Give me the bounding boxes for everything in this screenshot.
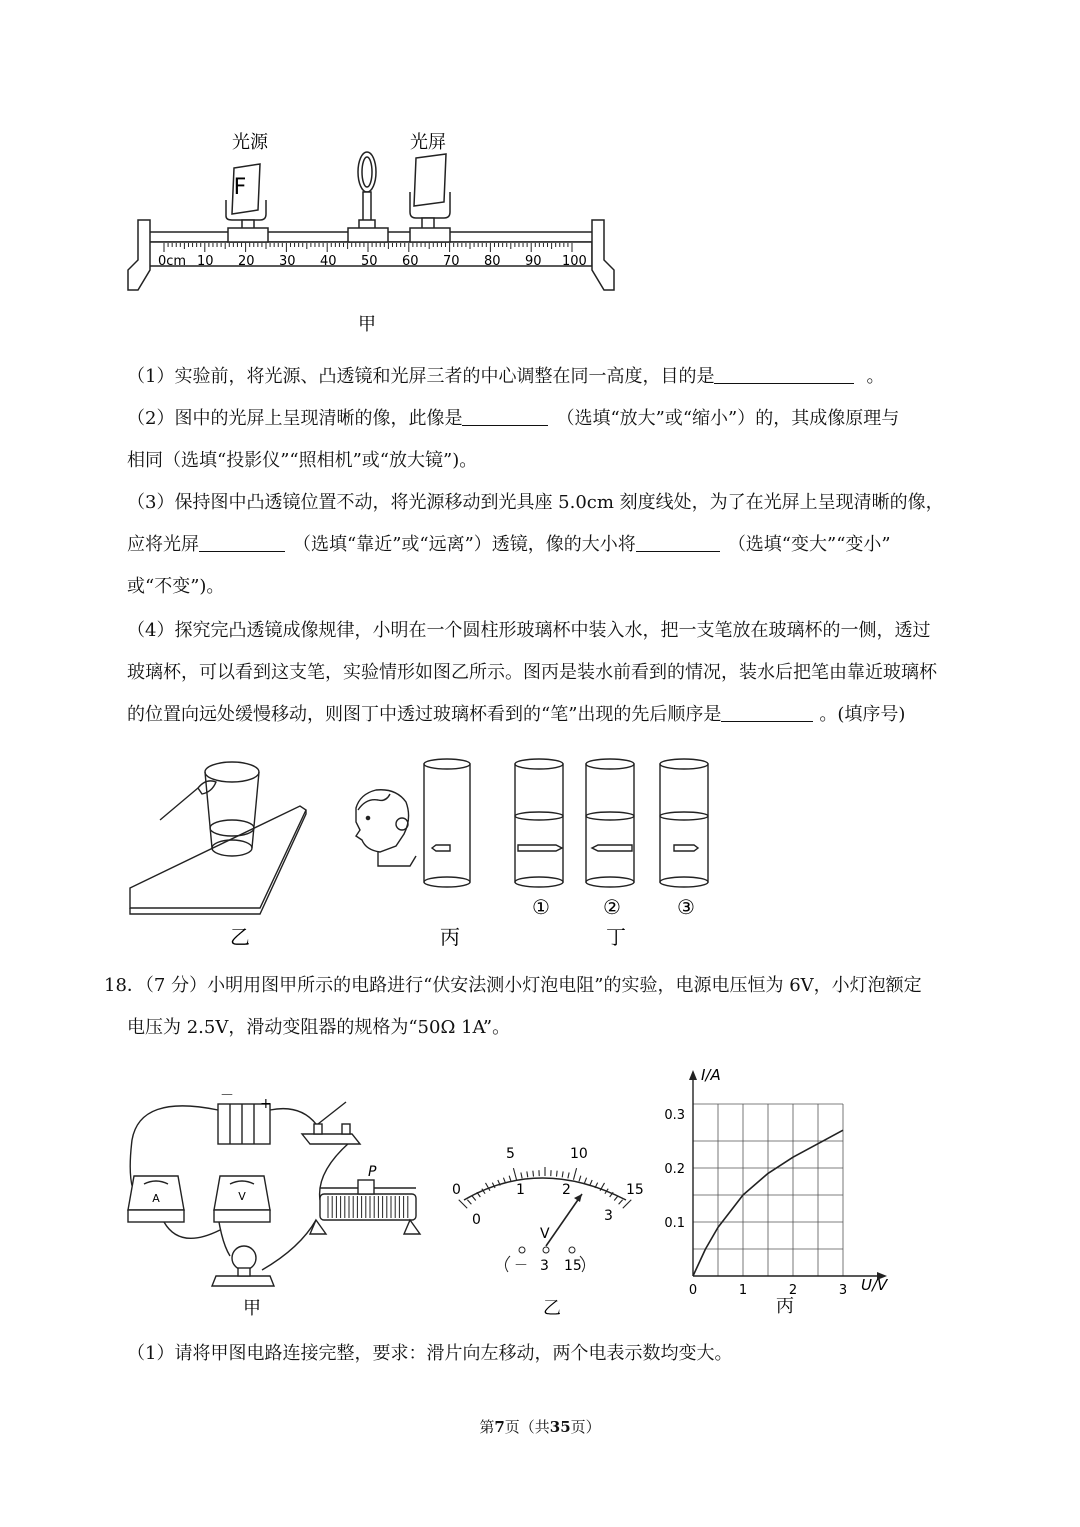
y-tick-label: 0.3 xyxy=(664,1108,685,1123)
dial-ticks xyxy=(459,1167,632,1208)
inner-scale-2: 2 xyxy=(562,1182,571,1198)
outer-scale-15: 15 xyxy=(626,1182,644,1198)
dial-tick xyxy=(573,1168,576,1180)
chart-axes xyxy=(689,1070,887,1280)
scale-label-80: 80 xyxy=(484,254,501,269)
dial-tick xyxy=(623,1200,631,1208)
chart-caption: 丙 xyxy=(776,1296,794,1317)
scale-label-90: 90 xyxy=(525,254,542,269)
dial-tick xyxy=(533,1171,534,1177)
answer-blank-4[interactable] xyxy=(636,535,720,552)
scale-label-60: 60 xyxy=(402,254,419,269)
glass-ding-3 xyxy=(660,759,708,887)
terminal-15-dot xyxy=(569,1247,575,1253)
scale-label-70: 70 xyxy=(443,254,460,269)
answer-blank-3[interactable] xyxy=(199,535,285,552)
switch[interactable] xyxy=(302,1102,360,1144)
dial-needle xyxy=(546,1194,582,1246)
dial-tick xyxy=(527,1171,528,1177)
voltmeter-dial-figure xyxy=(440,1136,650,1322)
scale-label-10: 10 xyxy=(197,254,214,269)
dial-tick xyxy=(614,1196,618,1201)
scale-label-40: 40 xyxy=(320,254,337,269)
scale-label-30: 30 xyxy=(279,254,296,269)
terminal-3-dot xyxy=(543,1247,549,1253)
battery-plus: + xyxy=(260,1096,272,1112)
outer-scale-10: 10 xyxy=(570,1146,588,1162)
q17-part2-line2: 相同（选填“投影仪”“照相机”或“放大镜”)。 xyxy=(127,450,478,471)
scene-yi xyxy=(130,762,416,914)
terminal-minus: － xyxy=(514,1258,528,1274)
bulb xyxy=(212,1246,274,1286)
page-number: 7 xyxy=(494,1418,505,1436)
caption-bing: 丙 xyxy=(440,925,460,949)
answer-blank-5[interactable] xyxy=(721,705,813,722)
y-tick-label: 0.2 xyxy=(664,1162,685,1177)
dial-tick xyxy=(556,1171,557,1177)
q17-part1: （1）实验前，将光源、凸透镜和光屏三者的中心调整在同一高度，目的是 。 xyxy=(127,366,885,387)
voltmeter-label: V xyxy=(238,1190,246,1203)
chart-tick-labels xyxy=(664,1108,847,1298)
dial-tick xyxy=(509,1176,511,1182)
bench-caption: 甲 xyxy=(358,314,376,335)
dial-tick xyxy=(584,1178,586,1184)
inner-scale-1: 1 xyxy=(516,1182,525,1198)
scale-label-0: 0cm xyxy=(158,254,187,269)
glass-ding-2 xyxy=(586,759,634,887)
dial-tick xyxy=(467,1200,471,1204)
terminal-3: 3 xyxy=(540,1258,549,1274)
circuit-caption: 甲 xyxy=(243,1298,261,1319)
dial-tick xyxy=(619,1200,623,1204)
page-total: 35 xyxy=(549,1418,571,1436)
scale-label-50: 50 xyxy=(361,254,378,269)
option-3-label: ③ xyxy=(677,895,695,919)
inner-scale-0: 0 xyxy=(472,1212,481,1228)
x-tick-label: 0 xyxy=(688,1283,698,1298)
dial-tick xyxy=(459,1200,467,1208)
iu-graph xyxy=(655,1062,905,1322)
caption-yi: 乙 xyxy=(230,925,250,949)
inner-scale-3: 3 xyxy=(604,1208,613,1224)
optical-bench-figure xyxy=(120,120,620,350)
ammeter-label: A xyxy=(152,1192,160,1205)
answer-blank-2[interactable] xyxy=(462,409,548,426)
q17-part3-line3: 或“不变”)。 xyxy=(127,576,225,597)
outer-scale-5: 5 xyxy=(506,1146,515,1162)
label-light-source: 光源 xyxy=(232,132,268,153)
battery-minus: － xyxy=(220,1088,234,1104)
q17-part3-line2: 应将光屏 （选填“靠近”或“远离”）透镜，像的大小将 （选填“变大”“变小” xyxy=(127,534,891,555)
dial-tick xyxy=(568,1173,569,1179)
dial-tick xyxy=(590,1180,592,1185)
y-tick-label: 0.1 xyxy=(664,1216,685,1231)
letter-F: F xyxy=(233,175,247,200)
dial-arc xyxy=(464,1178,626,1200)
q17-part4-line3: 的位置向远处缓慢移动，则图丁中透过玻璃杯看到的“笔”出现的先后顺序是 。(填序号) xyxy=(127,704,906,725)
terminal-minus-dot xyxy=(519,1247,525,1253)
dial-tick xyxy=(513,1168,516,1180)
dial-tick xyxy=(521,1173,522,1179)
q18-line2: 电压为 2.5V，滑动变阻器的规格为“50Ω 1A”。 xyxy=(127,1017,511,1038)
caption-ding: 丁 xyxy=(606,925,626,949)
slider-P-label: P xyxy=(368,1164,377,1180)
q18-part1: （1）请将甲图电路连接完整，要求：滑片向左移动，两个电表示数均变大。 xyxy=(127,1343,733,1364)
x-tick-label: 1 xyxy=(738,1283,748,1298)
q17-part3-line1: （3）保持图中凸透镜位置不动，将光源移动到光具座 5.0cm 刻度线处，为了在光屏上呈现清晰的像， xyxy=(127,492,944,513)
dial-caption: 乙 xyxy=(543,1298,561,1319)
x-tick-label: 2 xyxy=(788,1283,798,1298)
glass-ding-1 xyxy=(515,759,563,887)
option-1-label: ① xyxy=(532,895,550,919)
label-screen: 光屏 xyxy=(410,132,446,153)
dial-tick xyxy=(472,1196,476,1201)
glass-pen-figure xyxy=(120,748,740,958)
convex-lens xyxy=(358,152,376,236)
x-axis-label: U/V xyxy=(861,1276,888,1294)
dial-V-label: V xyxy=(540,1226,550,1242)
dial-tick xyxy=(579,1176,581,1182)
scale-label-20: 20 xyxy=(238,254,255,269)
answer-blank-1[interactable] xyxy=(714,367,854,384)
page-footer: 第7页（共35页） xyxy=(479,1418,601,1436)
light-screen xyxy=(410,154,450,236)
q17-part2-line1: （2）图中的光屏上呈现清晰的像，此像是 （选填“放大”或“缩小”）的，其成像原理与 xyxy=(127,408,900,429)
glass-bing xyxy=(424,759,470,887)
terminal-15: 15 xyxy=(564,1258,582,1274)
option-2-label: ② xyxy=(603,895,621,919)
y-axis-label: I/A xyxy=(701,1066,721,1084)
circuit-figure xyxy=(120,1080,450,1320)
q18-line1: 18．（7 分）小明用图甲所示的电路进行“伏安法测小灯泡电阻”的实验，电源电压恒为 6V，小灯泡额定 xyxy=(104,975,922,996)
outer-scale-0: 0 xyxy=(452,1182,461,1198)
y-axis-arrow xyxy=(689,1070,697,1080)
q17-part4-line2: 玻璃杯，可以看到这支笔，实验情形如图乙所示。图丙是装水前看到的情况，装水后把笔由靠近玻璃杯 xyxy=(127,662,937,683)
x-tick-label: 3 xyxy=(838,1283,848,1298)
scale-label-100: 100 xyxy=(562,254,587,269)
dial-tick xyxy=(562,1171,563,1177)
chart-grid xyxy=(693,1104,843,1276)
q17-part4-line1: （4）探究完凸透镜成像规律，小明在一个圆柱形玻璃杯中装入水，把一支笔放在玻璃杯的一侧，透过 xyxy=(127,620,931,641)
